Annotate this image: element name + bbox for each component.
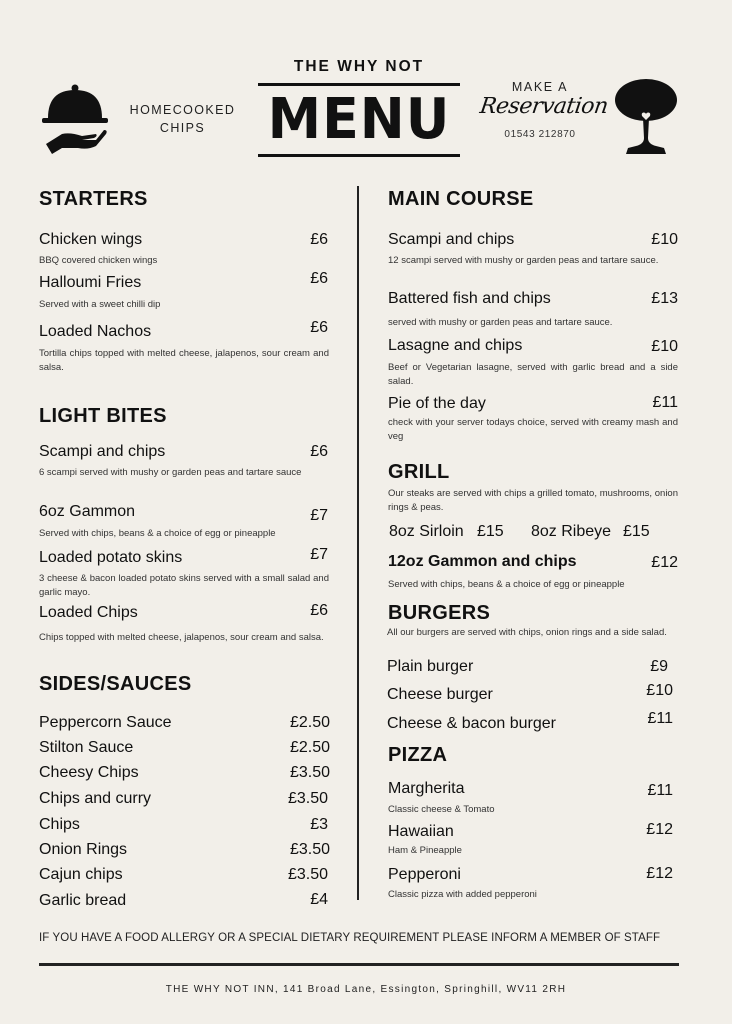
menu-item-desc: check with your server todays choice, served with creamy mash and veg [388, 417, 678, 442]
menu-item-price: £6 [310, 319, 328, 336]
menu-item-desc: Classic cheese & Tomato [388, 804, 495, 815]
menu-item-name: Chips and curry [39, 790, 152, 807]
menu-item-desc: served with mushy or garden peas and tartare sauce. [388, 317, 613, 328]
section-title-light-bites: LIGHT BITES [39, 405, 167, 427]
steak-price: £15 [477, 523, 504, 540]
menu-item-name: Pepperoni [388, 866, 461, 883]
menu-item-name: Pie of the day [388, 395, 486, 412]
menu-item-desc: Beef or Vegetarian lasagne, served with garlic bread and a side salad. [388, 362, 678, 387]
menu-item-desc: Served with chips, beans & a choice of egg or pineapple [388, 579, 625, 590]
steak-name: 8oz Sirloin [389, 523, 464, 540]
section-title-grill: GRILL [388, 461, 450, 483]
menu-item-desc: Served with chips, beans & a choice of egg or pineapple [39, 528, 276, 539]
menu-item-price: £11 [652, 394, 678, 411]
footer-address: THE WHY NOT INN, 141 Broad Lane, Essington, Springhill, WV11 2RH [165, 984, 567, 995]
menu-item-price: £10 [651, 338, 678, 355]
phone-number[interactable]: 01543 212870 [504, 129, 576, 140]
tagline [120, 101, 245, 137]
section-desc-grill: Our steaks are served with chips a grilled tomato, mushrooms, onion rings & peas. [388, 488, 678, 513]
menu-item-price: £11 [647, 710, 673, 727]
menu-item-desc: 6 scampi served with mushy or garden peas and tartare sauce [39, 467, 302, 478]
menu-item-price: £2.50 [289, 739, 330, 756]
menu-item-name: Scampi and chips [39, 443, 166, 460]
menu-item-price: £6 [310, 270, 328, 287]
menu-item-name: Lasagne and chips [388, 337, 523, 354]
menu-item-name: Cheese burger [387, 686, 493, 703]
menu-item-name: Hawaiian [388, 823, 454, 840]
menu-item-price: £10 [651, 231, 678, 248]
tagline-line1: HOMECOOKED [129, 103, 236, 117]
menu-item-price: £3.50 [287, 866, 328, 883]
section-title-burgers: BURGERS [388, 602, 491, 624]
menu-item-name: Stilton Sauce [39, 739, 134, 756]
menu-item-name: Chicken wings [39, 231, 143, 248]
footer-rule [39, 963, 679, 966]
allergy-notice: IF YOU HAVE A FOOD ALLERGY OR A SPECIAL DIETARY REQUIREMENT PLEASE INFORM A MEMBER OF STAFF [39, 932, 661, 944]
menu-item-desc: 3 cheese & bacon loaded potato skins served with a small salad and garlic mayo. [39, 573, 329, 598]
menu-item-name: Scampi and chips [388, 231, 515, 248]
menu-item-price: £3.50 [287, 790, 328, 807]
menu-item-price: £12 [646, 865, 673, 882]
brand-name: THE WHY NOT [293, 58, 425, 75]
menu-item-name: Peppercorn Sauce [39, 714, 172, 731]
menu-item-price: £3.50 [289, 841, 330, 858]
menu-item-name: 6oz Gammon [39, 503, 136, 520]
menu-item-name: Loaded Chips [39, 604, 138, 621]
menu-item-price: £7 [310, 546, 328, 563]
menu-item-name: Plain burger [387, 658, 474, 675]
menu-item-name: Cheese & bacon burger [387, 715, 556, 732]
reservation-prefix: MAKE A [511, 80, 569, 94]
menu-item-price: £9 [650, 658, 668, 675]
menu-item-desc: Classic pizza with added pepperoni [388, 889, 537, 900]
menu-item-desc: 12 scampi served with mushy or garden peas and tartare sauce. [388, 255, 659, 266]
menu-item-price: £6 [310, 443, 328, 460]
menu-item-name: Cheesy Chips [39, 764, 139, 781]
menu-item-name: Cajun chips [39, 866, 123, 883]
menu-item-price: £3 [310, 816, 328, 833]
menu-item-desc: Tortilla chips topped with melted cheese, jalapenos, sour cream and salsa. [39, 348, 329, 373]
menu-item-price: £6 [310, 231, 328, 248]
menu-item-price: £6 [310, 602, 328, 619]
tree-heart-icon [612, 78, 680, 156]
menu-item-desc: Served with a sweet chilli dip [39, 299, 161, 310]
section-title-starters: STARTERS [39, 188, 148, 210]
menu-item-price: £12 [651, 554, 678, 571]
menu-item-price: £7 [310, 507, 328, 524]
steak-name: 8oz Ribeye [531, 523, 612, 540]
menu-item-name: Loaded Nachos [39, 323, 152, 340]
cloche-serving-hand-icon [38, 80, 112, 158]
menu-item-price: £4 [310, 891, 328, 908]
reservation-script: Reservation [478, 94, 610, 119]
menu-item-name: Margherita [388, 780, 465, 797]
section-title-pizza: PIZZA [388, 744, 448, 766]
section-title-sides: SIDES/SAUCES [39, 673, 192, 695]
menu-item-name: Battered fish and chips [388, 290, 551, 307]
title-rule-top [258, 83, 460, 86]
page-title: MENU [267, 87, 451, 152]
menu-item-price: £13 [651, 290, 678, 307]
menu-item-price: £3.50 [289, 764, 330, 781]
menu-item-desc: Ham & Pineapple [388, 845, 462, 856]
section-desc-burgers: All our burgers are served with chips, onion rings and a side salad. [387, 627, 667, 638]
title-rule-bottom [258, 154, 460, 157]
menu-item-name: Chips [39, 816, 80, 833]
menu-item-name: Halloumi Fries [39, 274, 142, 291]
menu-item-price: £2.50 [289, 714, 330, 731]
section-title-main-course: MAIN COURSE [388, 188, 534, 210]
menu-item-price: £10 [646, 682, 673, 699]
menu-item-name: Loaded potato skins [39, 549, 183, 566]
menu-item-price: £12 [646, 821, 673, 838]
menu-item-name: 12oz Gammon and chips [388, 553, 577, 570]
menu-item-price: £11 [647, 782, 673, 799]
steak-price: £15 [623, 523, 650, 540]
menu-item-desc: BBQ covered chicken wings [39, 255, 158, 266]
menu-item-desc: Chips topped with melted cheese, jalapenos, sour cream and salsa. [39, 632, 324, 643]
column-divider [357, 186, 359, 900]
menu-item-name: Garlic bread [39, 892, 127, 909]
tagline-line2: CHIPS [159, 121, 206, 135]
menu-item-name: Onion Rings [39, 841, 128, 858]
